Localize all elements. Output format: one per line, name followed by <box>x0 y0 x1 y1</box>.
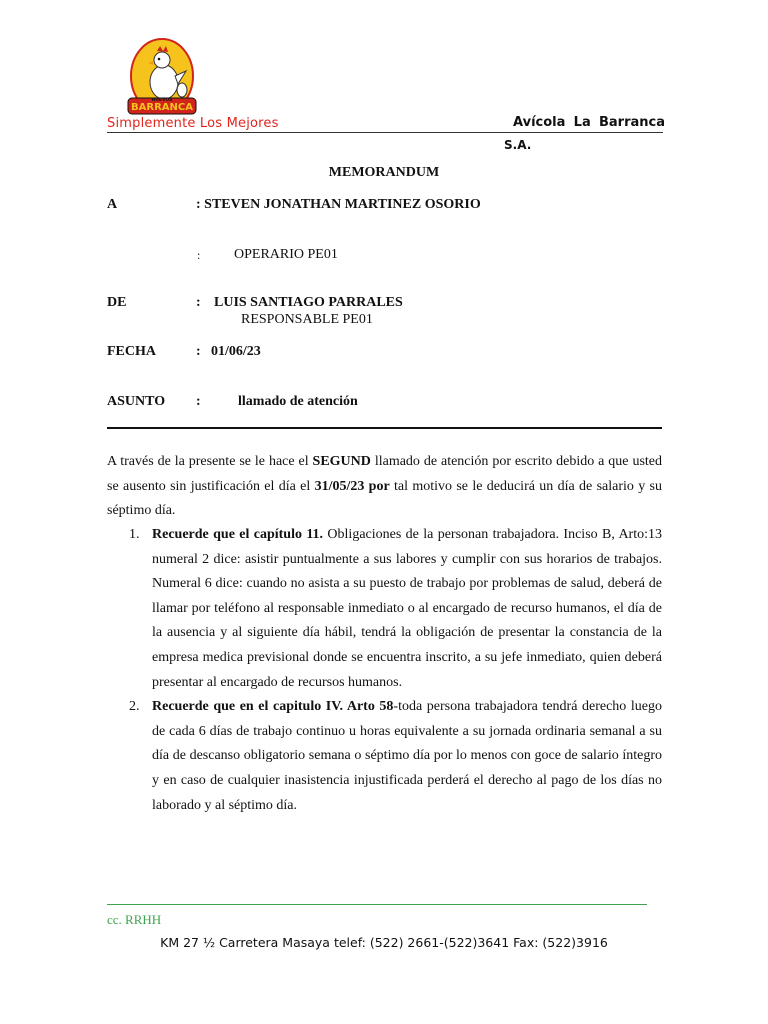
company-suffix: S.A. <box>504 138 532 152</box>
header-divider <box>107 132 663 133</box>
list-item-number: 2. <box>129 699 140 715</box>
logo-small-text: HUEVOS <box>151 98 173 103</box>
company-logo <box>126 38 198 118</box>
from-role: RESPONSABLE PE01 <box>241 312 373 327</box>
body-text-2: llamado de atención por escrito debido a que usted se ausento sin justificación el día el <box>107 454 662 494</box>
slogan: Simplemente Los Mejores <box>107 116 279 131</box>
body-bold-1: SEGUND <box>312 454 371 469</box>
from-colon: : <box>196 295 201 310</box>
date-value: 01/06/23 <box>211 344 261 359</box>
date-colon: : <box>196 344 201 359</box>
to-label: A <box>107 197 118 212</box>
footer-address: KM 27 ½ Carretera Masaya telef: (522) 2661-(522)3641 Fax: (522)3916 <box>160 935 608 950</box>
subject-value: llamado de atención <box>238 394 358 409</box>
footer-divider <box>107 904 647 905</box>
list-item <box>107 695 662 818</box>
list-item <box>107 523 662 695</box>
body-text-1: A través de la presente se le hace el <box>107 454 313 469</box>
logo-text: BARRANCA <box>131 102 193 113</box>
body-paragraph <box>107 450 662 524</box>
list-item-text: Obligaciones de la personan trabajadora. Inciso B, Arto:13 numeral 2 dice: asistir puntualmente a sus labores y cumplir con sus horarios de trabajos. Numeral 6 dice: cuando no asista a su puesto de trabajo por problemas de salud, deberá de llamar por teléfono al responsable inmediato o al encargado de recurso humanos, el día de la ausencia y al siguiente día hábil, tendrá la obligación de presentar la constancia de la empresa medica previsional donde se encuentra inscrito, a su jefe inmediato, quien deberá presentar al encargado de recursos humanos. <box>152 527 662 690</box>
body-bold-2: 31/05/23 por <box>314 478 390 494</box>
numbered-list <box>107 523 662 818</box>
date-label: FECHA <box>107 344 156 359</box>
list-item-number: 1. <box>129 527 140 542</box>
from-value: LUIS SANTIAGO PARRALES <box>214 295 403 310</box>
cc-line: cc. RRHH <box>107 912 162 927</box>
list-item-heading: Recuerde que en el capitulo IV. Arto 58 <box>152 699 394 715</box>
section-divider <box>107 427 662 429</box>
body-text-3: tal motivo se le deducirá un día de salario y su séptimo día. <box>107 478 662 519</box>
list-item-text: -toda persona trabajadora tendrá derecho luego de cada 6 días de trabajo continuo u horas equivalente a su jornada ordinaria semanal a su día de descanso obligatorio semana o séptimo día por lo menos con goce de salario íntegro y en caso de cualquier inasistencia injustificada perderá el derecho al pago de los días no laborado y al séptimo día. <box>152 699 662 813</box>
from-label: DE <box>107 295 127 310</box>
list-item-heading: Recuerde que el capítulo 11. <box>152 527 324 542</box>
position-colon: : <box>197 248 201 262</box>
subject-label: ASUNTO <box>107 394 166 409</box>
position-value: OPERARIO PE01 <box>234 247 338 262</box>
to-value: : STEVEN JONATHAN MARTINEZ OSORIO <box>196 197 481 212</box>
company-name: Avícola La Barranca <box>513 115 665 130</box>
subject-colon: : <box>196 394 201 409</box>
memo-title: MEMORANDUM <box>328 165 440 180</box>
